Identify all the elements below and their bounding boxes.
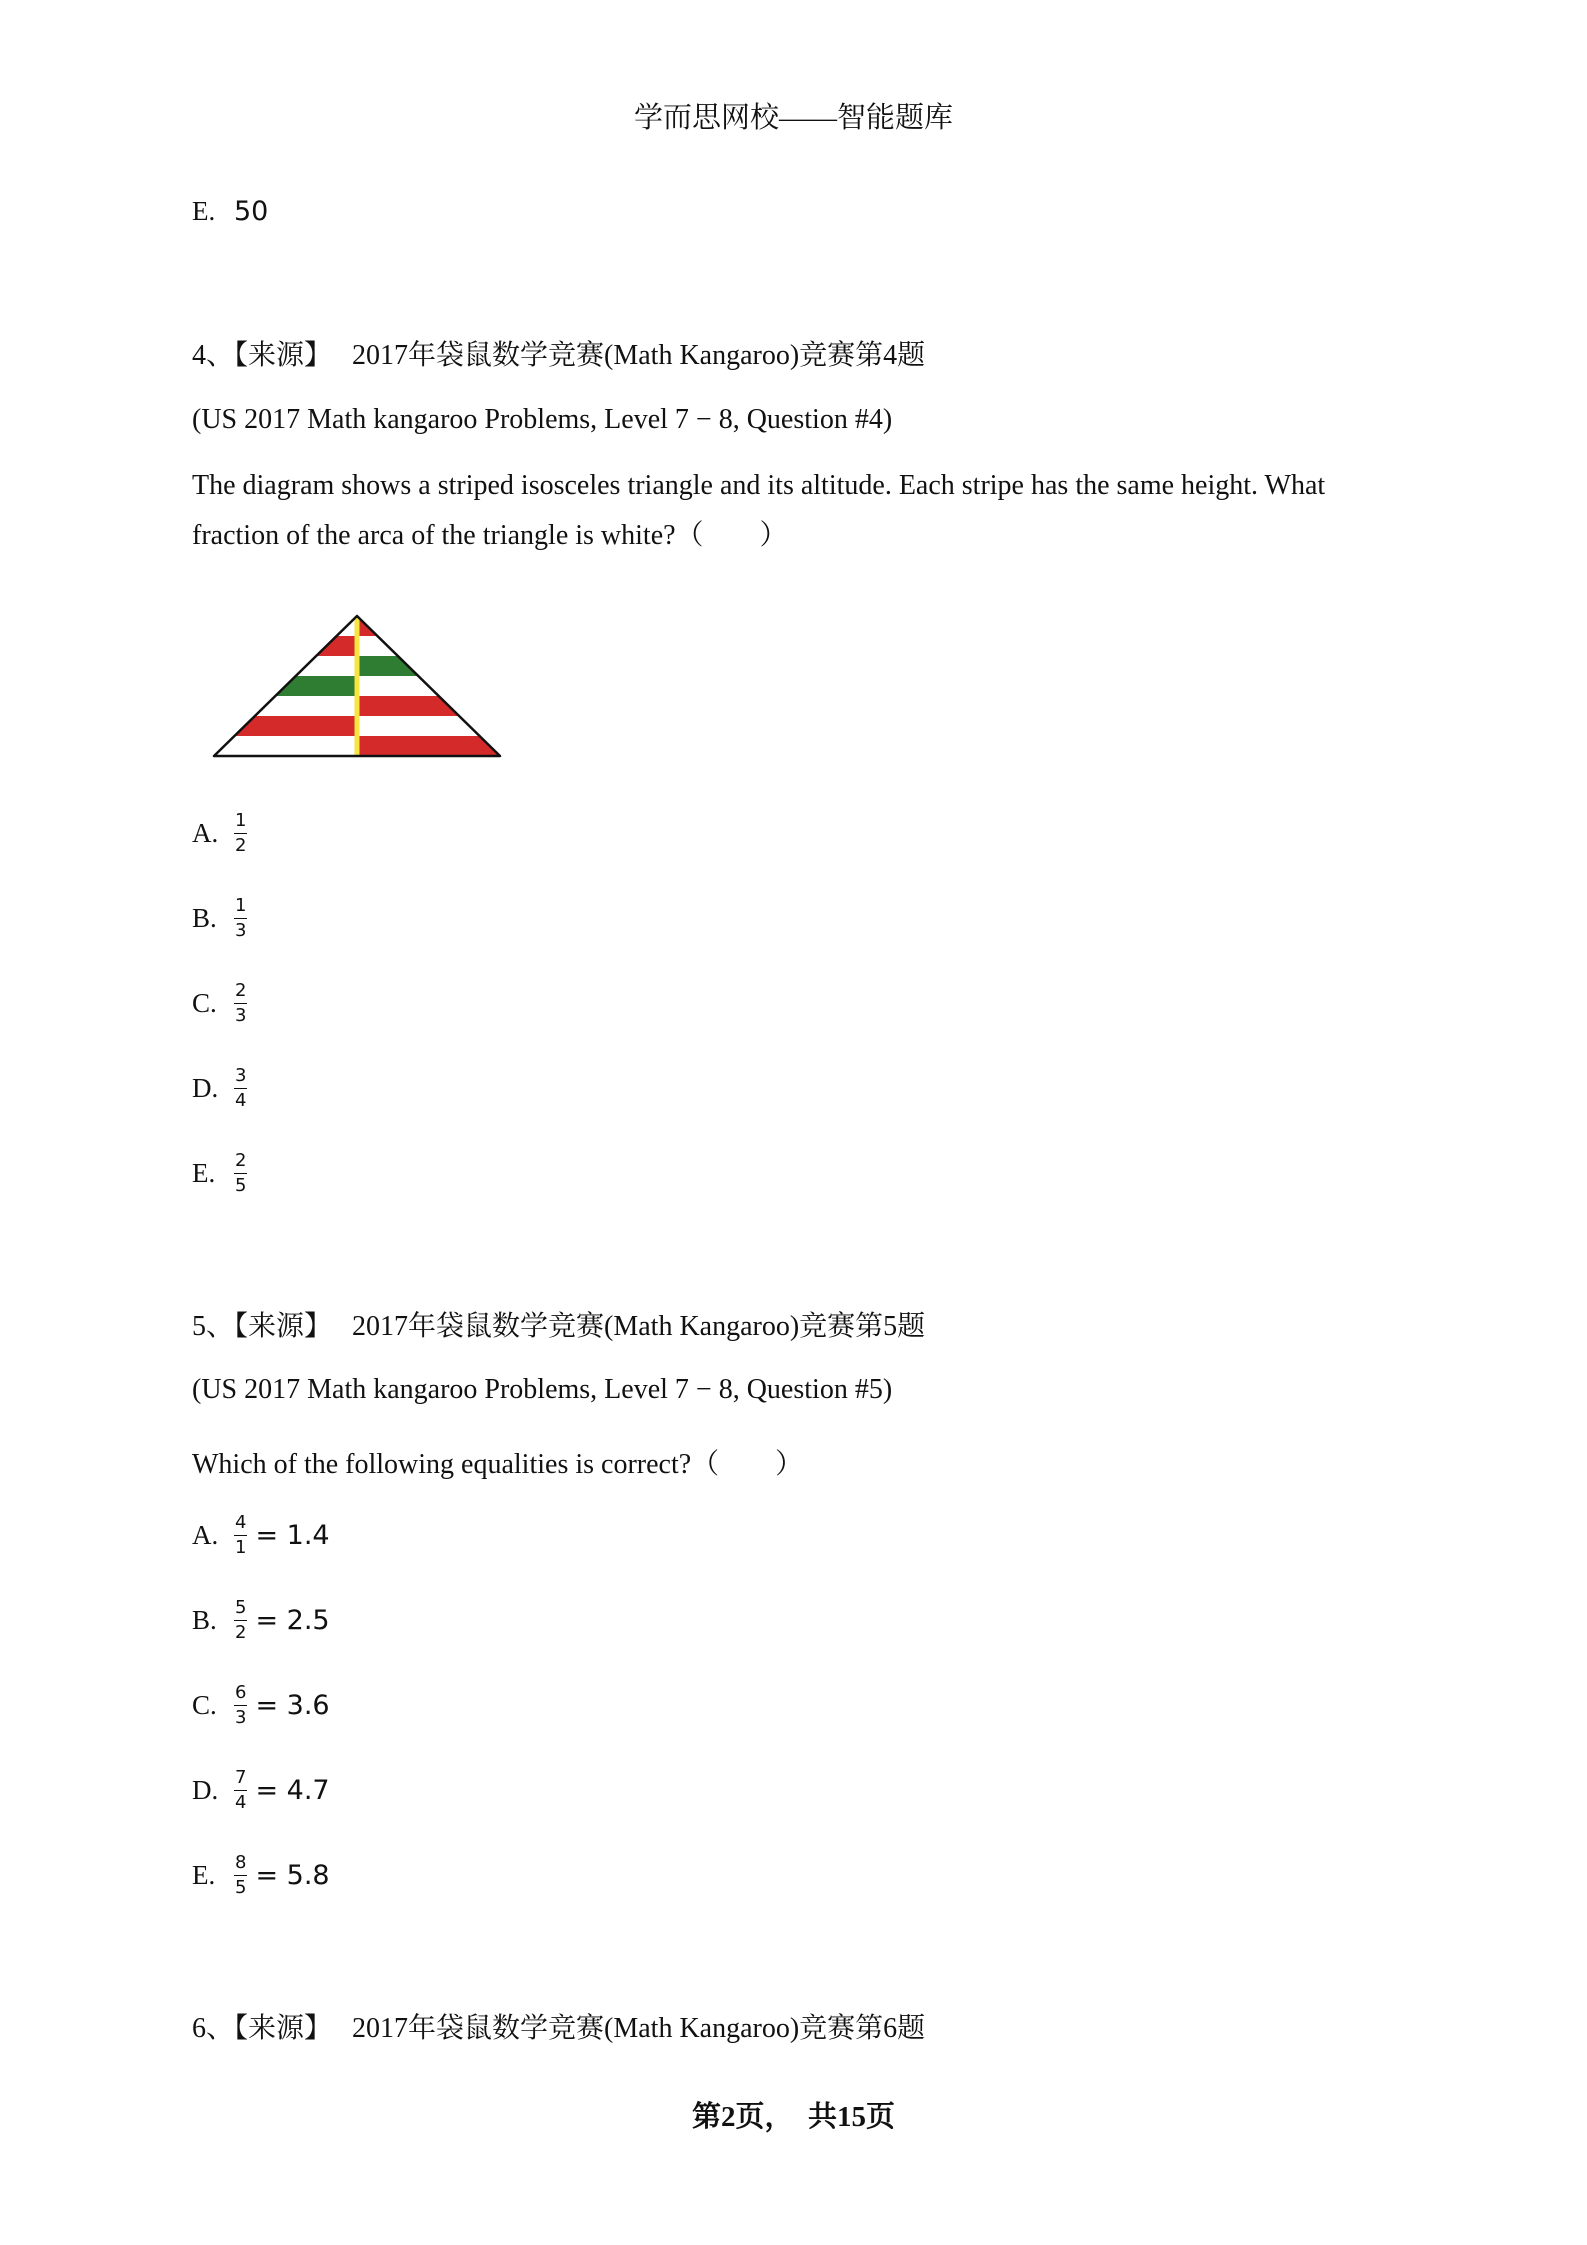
q5-option-e (192, 1854, 330, 1897)
q4-number: 4、 (192, 340, 235, 371)
q6-source-tag: 【来源】 (234, 2013, 333, 2044)
numerator: 1 (234, 812, 247, 834)
denominator: 1 (235, 1537, 247, 1558)
striped-triangle-diagram (210, 612, 505, 760)
q5-heading (192, 1304, 925, 1344)
numerator: 6 (234, 1684, 247, 1706)
denominator: 3 (235, 920, 247, 941)
q4-source-tag: 【来源】 (234, 340, 333, 371)
numerator: 5 (234, 1599, 247, 1621)
left-stripe-1 (210, 616, 357, 636)
denominator: 2 (235, 1622, 247, 1643)
equation-rhs: = 5.8 (255, 1860, 330, 1891)
numerator: 2 (234, 1152, 247, 1174)
fraction (234, 1514, 247, 1557)
page-footer: 第2页， 共15页 (691, 2101, 895, 2133)
option-letter: C. (192, 988, 217, 1018)
q4-option-b (192, 897, 247, 940)
numerator: 1 (234, 897, 247, 919)
q4-reference: (US 2017 Math kangaroo Problems, Level 7 − 8, Question #4) (192, 404, 893, 435)
right-stripe-1 (357, 616, 505, 636)
q4-source: 2017年袋鼠数学竞赛(Math Kangaroo)竞赛第4题 (352, 340, 926, 371)
q5-option-a (192, 1514, 330, 1557)
q4-option-e (192, 1152, 247, 1195)
fraction (234, 1684, 247, 1727)
denominator: 5 (235, 1877, 247, 1898)
q6-number: 6、 (192, 2013, 235, 2044)
option-letter: A. (192, 818, 219, 848)
option-value: 50 (234, 196, 269, 227)
option-letter: E. (192, 1158, 216, 1188)
q4-option-c (192, 982, 247, 1025)
numerator: 8 (234, 1854, 247, 1876)
fraction (234, 1854, 247, 1897)
fraction (234, 1067, 247, 1110)
q4-question-text: The diagram shows a striped isosceles triangle and its altitude. Each stripe has the same height. What fraction of the arca of the triangle is white?（ ） (192, 470, 1326, 551)
numerator: 2 (234, 982, 247, 1004)
option-letter: D. (192, 1775, 219, 1805)
numerator: 4 (234, 1514, 247, 1536)
equation-rhs: = 1.4 (255, 1520, 330, 1551)
fraction (234, 1152, 247, 1195)
q5-source-tag: 【来源】 (234, 1311, 333, 1342)
option-letter: A. (192, 1520, 219, 1550)
q6-heading (192, 2006, 925, 2046)
q5-reference: (US 2017 Math kangaroo Problems, Level 7 − 8, Question #5) (192, 1374, 893, 1405)
q5-source: 2017年袋鼠数学竞赛(Math Kangaroo)竞赛第5题 (352, 1311, 926, 1342)
option-letter: D. (192, 1073, 219, 1103)
q5-option-b (192, 1599, 330, 1642)
left-stripe-3 (210, 656, 357, 676)
denominator: 2 (235, 835, 247, 856)
option-letter: B. (192, 903, 217, 933)
q5-option-d (192, 1769, 330, 1812)
equation-rhs: = 4.7 (255, 1775, 330, 1806)
denominator: 3 (235, 1005, 247, 1026)
left-stripe-6 (210, 716, 357, 736)
right-stripe-6 (357, 716, 505, 736)
prev-option-e (192, 196, 268, 227)
left-stripe-4 (210, 676, 357, 696)
denominator: 4 (235, 1090, 247, 1111)
option-letter: E. (192, 1860, 216, 1890)
numerator: 3 (234, 1067, 247, 1089)
q5-option-c (192, 1684, 330, 1727)
equation-rhs: = 3.6 (255, 1690, 330, 1721)
right-stripe-4 (357, 676, 505, 696)
fraction (234, 812, 247, 855)
option-letter: B. (192, 1605, 217, 1635)
q6-source: 2017年袋鼠数学竞赛(Math Kangaroo)竞赛第6题 (352, 2013, 926, 2044)
denominator: 4 (235, 1792, 247, 1813)
equation-rhs: = 2.5 (255, 1605, 330, 1636)
denominator: 5 (235, 1175, 247, 1196)
q5-number: 5、 (192, 1311, 235, 1342)
page-header: 学而思网校——智能题库 (633, 102, 953, 134)
denominator: 3 (235, 1707, 247, 1728)
left-stripe-5 (210, 696, 357, 716)
q5-question-text: Which of the following equalities is correct?（ ） (192, 1449, 804, 1480)
fraction (234, 1769, 247, 1812)
right-stripe-5 (357, 696, 505, 716)
fraction (234, 982, 247, 1025)
fraction (234, 1599, 247, 1642)
q4-option-d (192, 1067, 247, 1110)
fraction (234, 897, 247, 940)
q4-heading (192, 333, 925, 373)
right-stripe-3 (357, 656, 505, 676)
option-letter: E. (192, 196, 216, 226)
q4-option-a (192, 812, 247, 855)
numerator: 7 (234, 1769, 247, 1791)
option-letter: C. (192, 1690, 217, 1720)
